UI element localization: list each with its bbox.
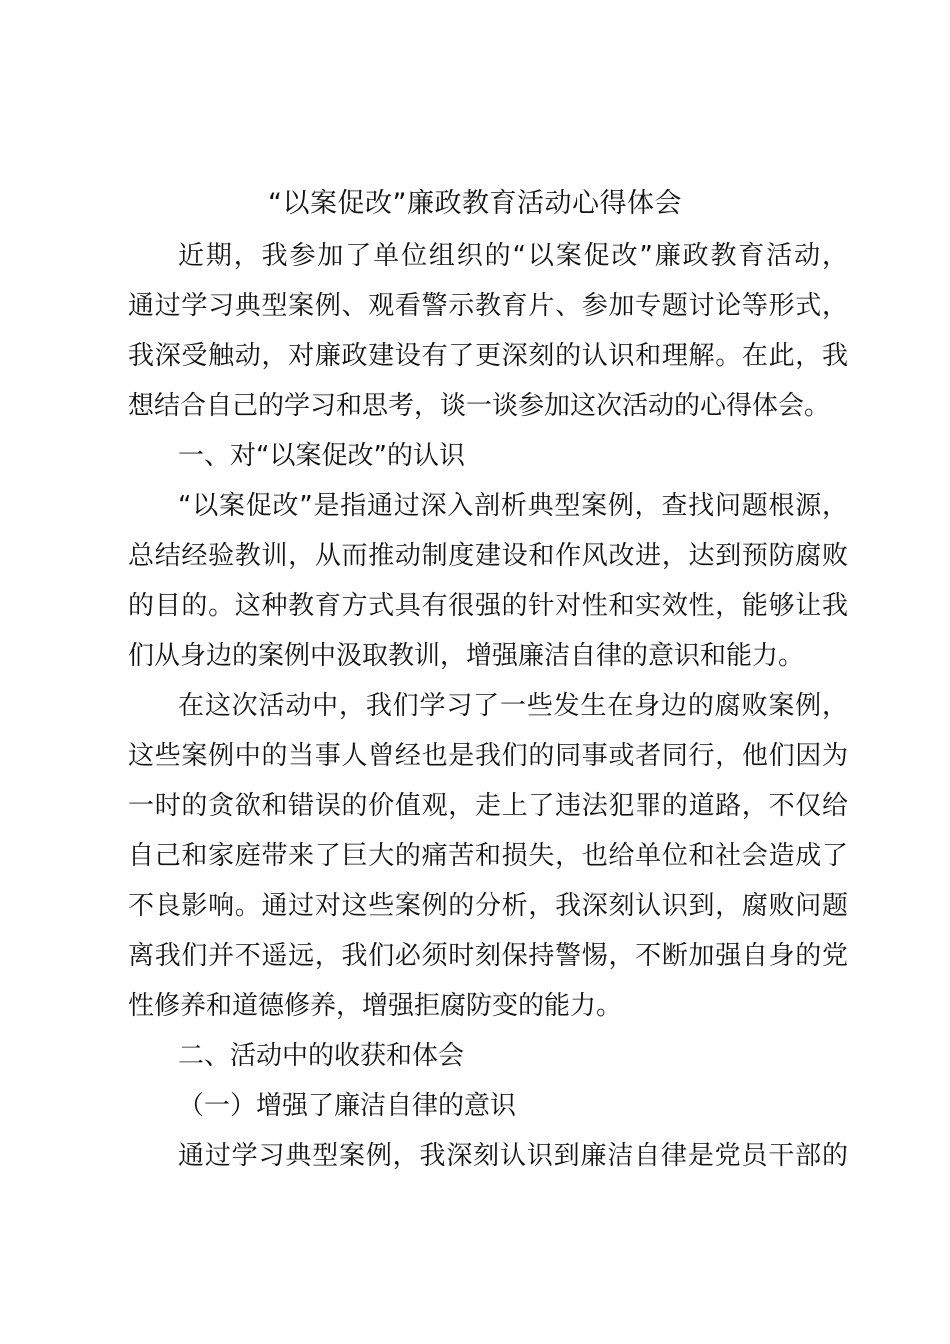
- paragraph-line: 自己和家庭带来了巨大的痛苦和损失，也给单位和社会造成了: [128, 841, 848, 871]
- paragraph-line: 这些案例中的当事人曾经也是我们的同事或者同行，他们因为: [128, 741, 848, 771]
- paragraph-line: 不良影响。通过对这些案例的分析，我深刻认识到，腐败问题: [128, 891, 848, 921]
- paragraph-line: 离我们并不遥远，我们必须时刻保持警惕，不断加强自身的党: [128, 941, 848, 971]
- section-heading: 二、活动中的收获和体会: [178, 1041, 465, 1071]
- paragraph-line: 在这次活动中，我们学习了一些发生在身边的腐败案例，: [178, 691, 848, 721]
- paragraph-line: 们从身边的案例中汲取教训，增强廉洁自律的意识和能力。: [128, 641, 805, 671]
- paragraph-line: 近期，我参加了单位组织的“以案促改”廉政教育活动，: [178, 241, 848, 271]
- paragraph-line: 通过学习典型案例、观看警示教育片、参加专题讨论等形式，: [128, 291, 848, 321]
- paragraph-line: 一时的贪欲和错误的价值观，走上了违法犯罪的道路，不仅给: [128, 791, 848, 821]
- paragraph-line: 的目的。这种教育方式具有很强的针对性和实效性，能够让我: [128, 591, 848, 621]
- paragraph-line: 我深受触动，对廉政建设有了更深刻的认识和理解。在此，我: [128, 341, 848, 371]
- paragraph-line: “以案促改”是指通过深入剖析典型案例，查找问题根源，: [178, 491, 848, 521]
- paragraph-line: 通过学习典型案例，我深刻认识到廉洁自律是党员干部的: [178, 1141, 848, 1171]
- subsection-heading: （一）增强了廉洁自律的意识: [178, 1091, 517, 1121]
- document-title: “以案促改”廉政教育活动心得体会: [268, 188, 682, 219]
- paragraph-line: 想结合自己的学习和思考，谈一谈参加这次活动的心得体会。: [128, 391, 831, 421]
- section-heading: 一、对“以案促改”的认识: [178, 441, 465, 471]
- paragraph-line: 总结经验教训，从而推动制度建设和作风改进，达到预防腐败: [128, 541, 848, 571]
- paragraph-line: 性修养和道德修养，增强拒腐防变的能力。: [128, 991, 623, 1021]
